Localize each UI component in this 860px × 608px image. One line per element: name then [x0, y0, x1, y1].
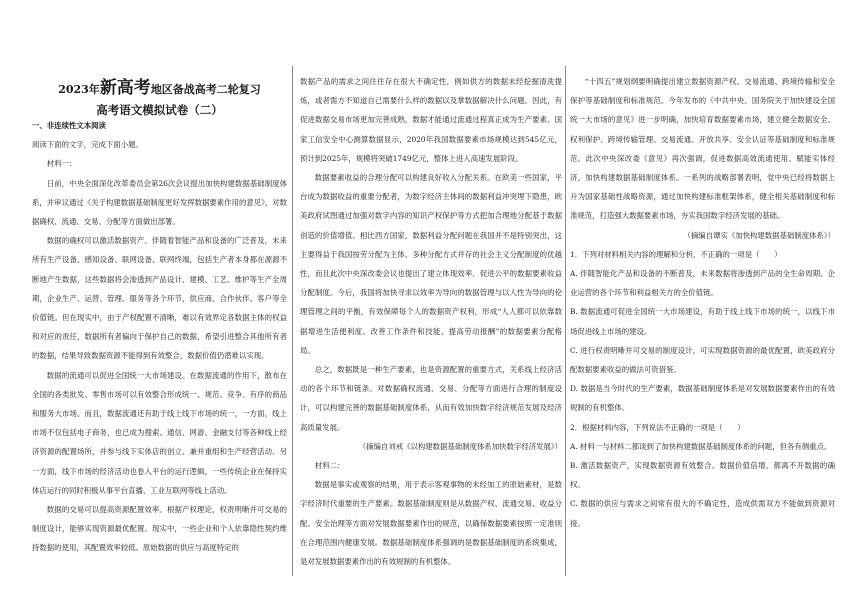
material-1-label: 材料一： [46, 159, 77, 169]
title-year: 2023年 [58, 83, 100, 96]
exam-subtitle: 高考语文模拟试卷（二） [96, 103, 223, 117]
paragraph: 数据要素收益的合理分配可以构建良好收入分配关系。在欧美一些国家，平台成为数据收益的重要分配者，为数字经济主体间的数据利益冲突埋下隐患，欧美政府试图通过加强对数字内容的知识产权保护等方式把加合理地分配基于数据创造的价值增值。相比西方国家，数据利益分配问题在我国并不是特别突出，这主要得益于我国按劳分配为主体、多种分配方式并存的社会主义分配制度的优越性，而且此次中央深改委会议也提出了建立体现效率、促进公平的数据要素收益分配制度。今后，我国将加快寻求以效率为导向的数据管理与以人性为导向的伦理管理之间的平衡，有效保障每个人的数据资产权利，形成“人人都可以依靠数据增进生活便利度、改善工作条件和技能、提高劳动报酬”的数据要素分配格局。 [300, 173, 562, 355]
column-1 [32, 116, 287, 558]
column-divider-1 [292, 66, 293, 576]
source-citation: （摘编自刘戒《以构建数据基础制度体系加快数字经济发展》） [358, 441, 562, 451]
question-1-option-d: D. 数据是当今时代的生产要素，数据基础制度体系是对发展数据要素作出的有效规制的有机整体。 [570, 384, 835, 413]
source-citation: （摘编自谭实《加快构建数据基础制度体系》） [683, 230, 835, 240]
exam-title [32, 77, 287, 101]
paragraph: “十四五”规划纲要明确提出建立数据资源产权、交易流通、跨境传输和安全保护等基础制度和标准规范。今年发布的《中共中央、国务院关于加快建设全国统一大市场的意见》进一步明确，加快培育数据要素市场，建立健全数据安全、权利保护、跨境传输管理、交易流通、开放共享、安全认证等基础制度和标准规范。此次中央深改委《意见》再次强调，促进数据高效流通使用、赋能实体经济，加快构建数据基础制度体系。一系列的战略部署表明，党中央已经将数据上升为国家基础性战略资源，通过加快构建标准框架体系，健全相关基础制度和标准规范，打造强大数据要素市场，夯实我国数字经济发展的基础。 [570, 77, 835, 221]
paragraph: 总之，数据既是一种生产要素，也是资源配置的重要方式，关系线上经济活动的各个环节和链条。对数据确权流通、交易、分配等方面进行合理的制度设计，可以构建完善的数据基础制度体系，从而有效加快数字经济规范发展及经济高质量发展。 [300, 365, 562, 432]
paragraph: 数据的确权可以激活数据资产。伴随着智能产品和设备的广泛普及，未来所有生产设备、感知设备、联网设备、联网终端，包括生产者本身都在源源不断地产生数据，这些数据将会渗透到产品设计、建模、工艺、维护等生产全周期，企业生产、运营、管理、服务等各个环节，供应商、合作伙伴、客户等全价值链。但在现实中，由于产权配置不清晰，难以有效界定各数据主体的权益和对应的责任，数据所有者偏向于保护自己的数据，希望引进整合其他所有者的数据，结果导致数据资源不能得到有效整合，数据价值仍潜难以实现。 [32, 236, 287, 361]
question-2-option-a: A. 材料一与材料二都谈到了加快构建数据基础制度体系的问题，但各有侧重点。 [570, 441, 832, 451]
section-heading: 一、非连续性文本阅读 [32, 121, 106, 130]
column-3 [570, 72, 835, 533]
question-2-option-b: B. 激活数据资产，实现数据资源有效整合、数据价值倍增，都离不开数据的确权。 [570, 461, 835, 490]
question-1-option-b: B. 数据流通可促进全国统一大市场建设，有助于线上线下市场的统一，以线下市场促进线上市场的建设。 [570, 307, 835, 336]
paragraph: 数据产品的需求之间往往存在很大不确定性，例如供方的数据未经挖掘清洗提炼，或者需方不知道自己需要什么样的数据以及掌数据解决什么问题。因此，有促进数据交易市场更加完善成熟，数据才能通过流通过程真正成为生产要素。国家工信安全中心测算数据显示，2020年我国数据要素市场规模达到545亿元，预计到2025年，规模将突破1749亿元，整体上进入高速发展阶段。 [300, 77, 562, 163]
question-1: 1．下列对材料相关内容的理解和分析，不正确的一项是（ ） [570, 249, 782, 259]
title-highlight: 新高考 [99, 78, 151, 98]
column-divider-2 [565, 66, 566, 576]
column-2 [300, 72, 562, 571]
question-1-option-a: A. 伴随智能化产品和设备的不断普及，未来数据将渗透到产品的全生命周期、企业运营的各个环节和利益相关方的全价值链。 [570, 269, 835, 298]
paragraph: 数据是事实或观察的结果，用于表示客观事物的未经加工的原始素材，是数字经济时代重要的生产要素。数据基础制度则是从数据产权、流通交易、收益分配、安全治理等方面对发展数据要素作出的规范，以确保数据要素按照一定准则在合理范围内健康发展。数据基础制度体系强调的是数据基础制度的系统集成，是对发展数据要素作出的有效规制的有机整体。 [300, 480, 562, 567]
paragraph: 数据的流通可以促进全国统一大市场建设。在数据流通的作用下，散布在全国的各类批发、零售市场可以有效整合形成统一、规范、竞争、有序的商品和服务大市场。而且，数据流通还有助于线上线下市场的统一，一方面，线上市场不仅包括电子商务，也已成为搜索、通信、网游、金融支付等各种线上经济资源的配置场所，并参与线下实体店的创立、兼并重组和生产经营活动。另一方面，线下市场的经济活动也卷入平台的运行逻辑，一些传统企业在保持实体店运行的同时积极从事平台直播、工业互联网等线上活动。 [32, 370, 287, 495]
title-rest: 地区备战高考二轮复习 [150, 83, 261, 96]
paragraph: 日前，中央全面深化改革委员会第26次会议提出加快构建数据基础制度体系，并审议通过《关于构建数据基础制度更好发挥数据要素作用的意见》，对数据确权、流通、交易、分配等方面做出部署。 [32, 178, 287, 227]
question-2-option-c: C. 数据的供应与需求之间常有很大的不确定性，造成供需双方不能做到资源对接。 [570, 499, 835, 528]
question-2: 2．根据材料内容，下列说法不正确的一项是（ ） [570, 422, 745, 432]
material-2-label: 材料二： [314, 461, 345, 471]
question-1-option-c: C. 进行权责明晰并可交易的制度设计，可实现数据资源的最优配置，欧美政府分配数据要素收益的做法可资借鉴。 [570, 345, 835, 375]
instruction: 阅读下面的文字，完成下面小题。 [32, 140, 143, 150]
paragraph: 数据的交易可以提高资源配置效率。根据产权理论，权责明晰并可交易的制度设计，能够实现资源最优配置。现实中，一些企业和个人依靠隐性契约维持数据的使用，其配置效率较低。原始数据的供应与高度特定的 [32, 505, 287, 553]
